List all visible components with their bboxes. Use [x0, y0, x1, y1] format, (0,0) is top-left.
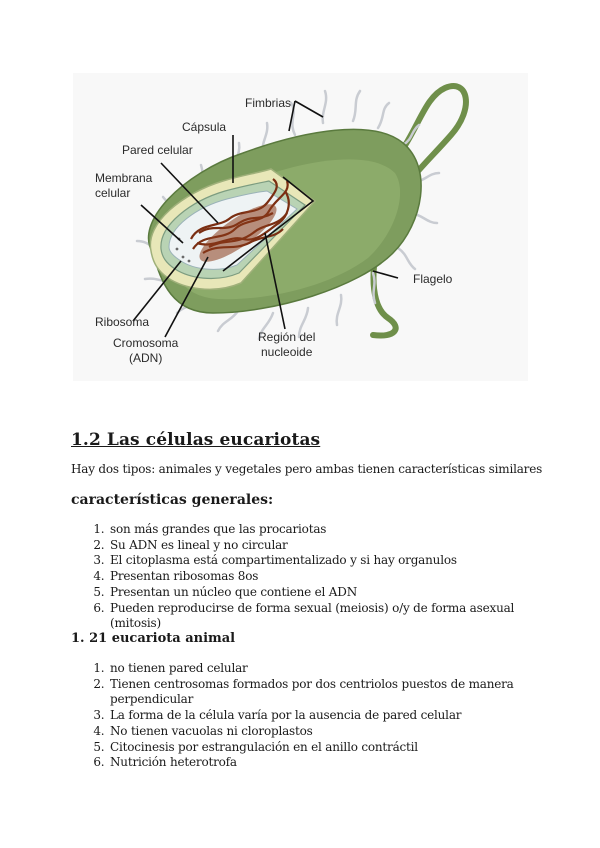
list-item: 1. no tienen pared celular: [108, 661, 548, 677]
list-item: 4. Presentan ribosomas 8os: [108, 569, 548, 585]
list-item: 2. Tienen centrosomas formados por dos centriolos puestos de manera perpendicular: [108, 677, 548, 708]
label-membrana-celular: Membrana celular: [95, 171, 153, 200]
list-item: 4. No tienen vacuolas ni cloroplastos: [108, 724, 548, 740]
section-title: 1.2 Las células eucariotas: [71, 430, 321, 450]
list-item: 3. El citoplasma está compartimentalizado y si hay organulos: [108, 553, 548, 569]
label-region-nucleoide: Región del nucleoide: [258, 330, 316, 359]
label-flagelo: Flagelo: [413, 272, 453, 286]
list-item: 2. Su ADN es lineal y no circular: [108, 538, 548, 554]
animal-heading: 1. 21 eucariota animal: [71, 631, 236, 646]
prokaryote-diagram: [73, 73, 528, 381]
general-list: [71, 522, 548, 632]
list-item: 5. Presentan un núcleo que contiene el ADN: [108, 585, 548, 601]
list-item: 6. Pueden reproducirse de forma sexual (meiosis) o/y de forma asexual (mitosis): [108, 601, 548, 632]
label-ribosoma: Ribosoma: [95, 315, 150, 329]
label-cromosoma: Cromosoma (ADN): [113, 336, 179, 365]
section-intro: Hay dos tipos: animales y vegetales pero ambas tienen características similares: [71, 462, 543, 476]
general-heading: características generales:: [71, 492, 274, 508]
label-pared-celular: Pared celular: [122, 143, 193, 157]
animal-list: [71, 661, 548, 771]
list-item: 3. La forma de la célula varía por la ausencia de pared celular: [108, 708, 548, 724]
list-item: 6. Nutrición heterotrofa: [108, 755, 548, 771]
label-fimbrias: Fimbrias: [245, 96, 292, 110]
list-item: 1. son más grandes que las procariotas: [108, 522, 548, 538]
list-item: 5. Citocinesis por estrangulación en el anillo contráctil: [108, 740, 548, 756]
label-capsula: Cápsula: [182, 120, 227, 134]
